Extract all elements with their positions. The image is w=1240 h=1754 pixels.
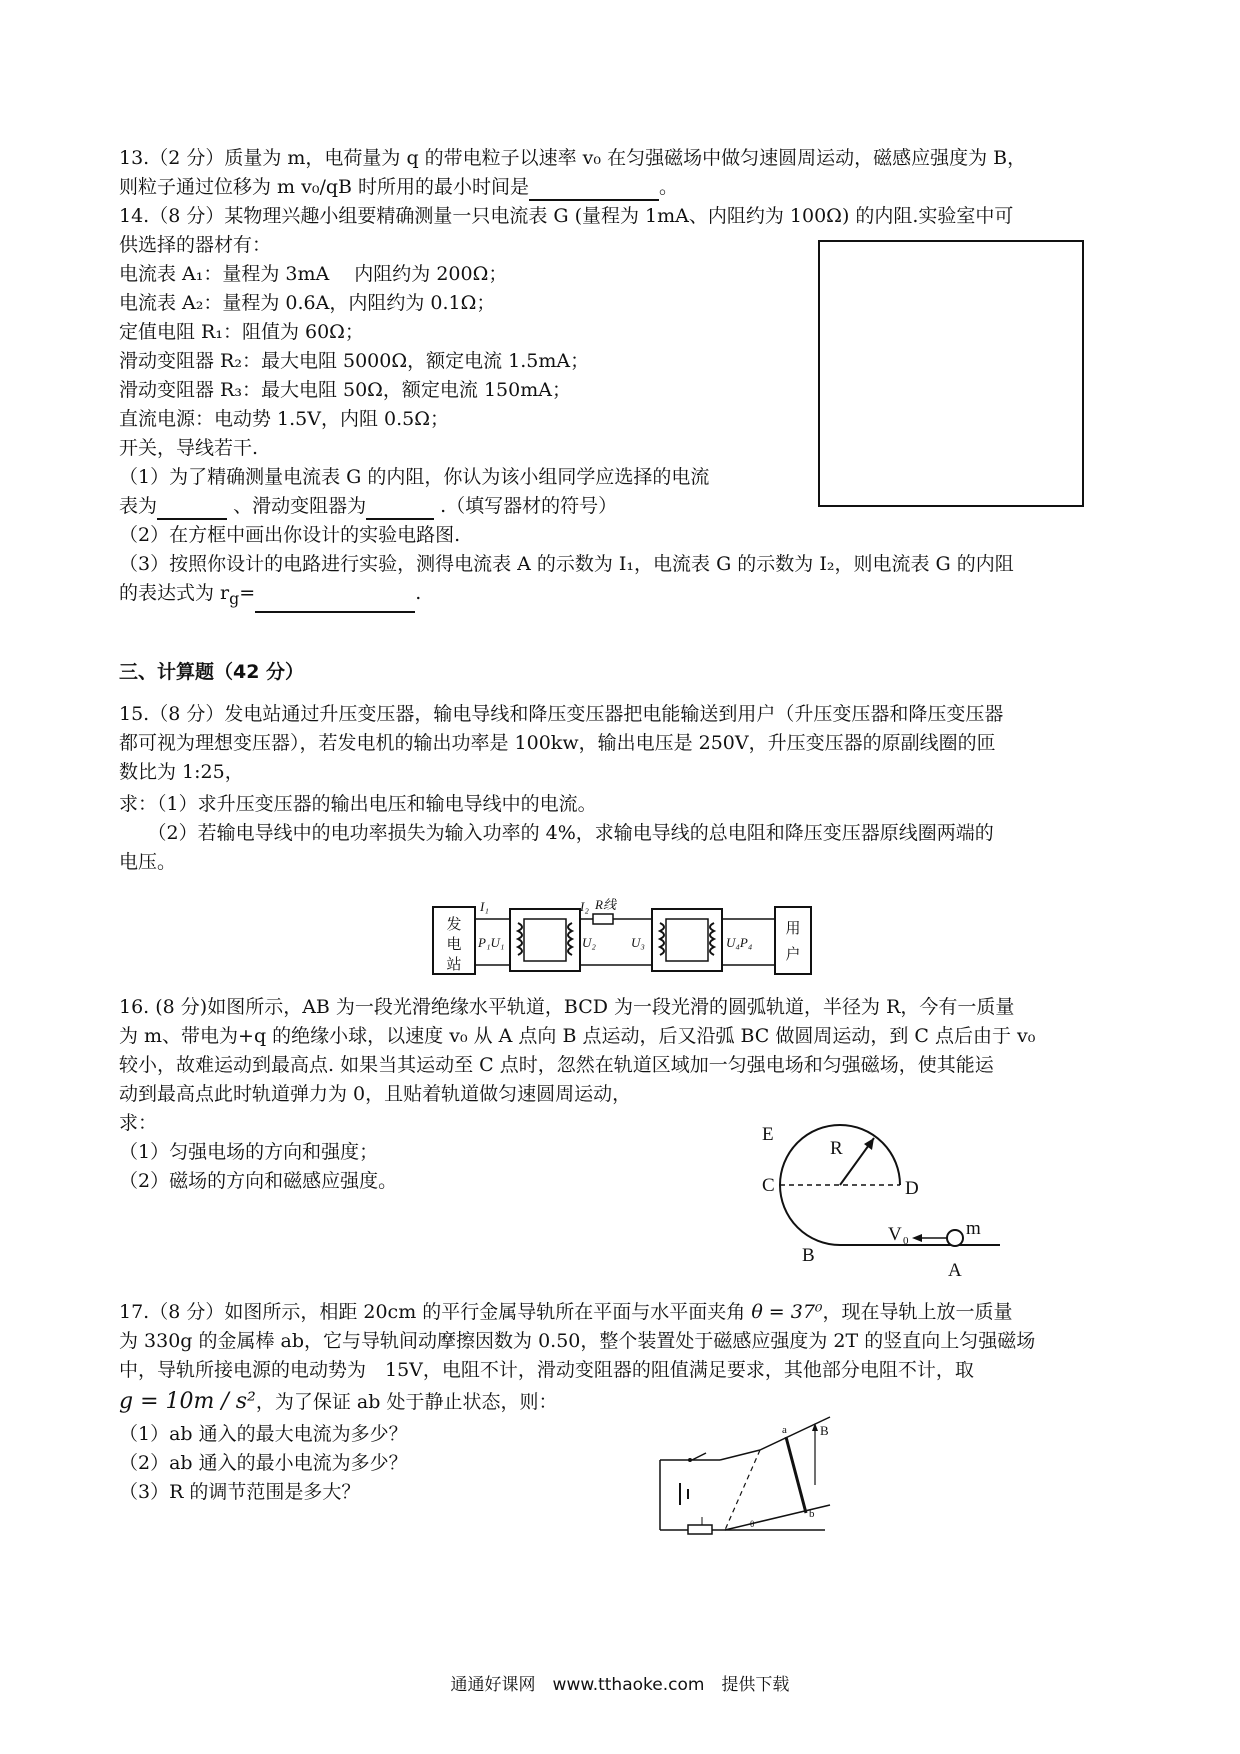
q14-text: 、滑动变阻器为 (233, 495, 367, 517)
q17-line6: （2）ab 通入的最小电流为多少？ (119, 1452, 408, 1474)
angle-theta-label: θ (750, 1519, 755, 1529)
velocity-label: V (888, 1224, 902, 1245)
q13-text: 则粒子通过位移为 m v₀/qB 时所用的最小时间是 (119, 176, 530, 198)
station-char-2: 电 (446, 937, 462, 953)
inclined-rail-diagram (640, 1405, 840, 1555)
q17-line5: （1）ab 通入的最大电流为多少？ (119, 1423, 408, 1445)
q14-line1: 14.（8 分）某物理兴趣小组要精确测量一只电流表 G (量程为 1mA、内阻约为 100Ω) 的内阻.实验室中可 (119, 205, 1014, 227)
station-char-1: 发 (446, 917, 462, 933)
q14-part1-line2 (119, 492, 617, 520)
point-e-label: E (762, 1124, 774, 1145)
q17-line7: （3）R 的调节范围是多大？ (119, 1481, 361, 1503)
velocity-sub: 0 (903, 1235, 909, 1247)
label-i1: I₁ (480, 899, 489, 914)
power-transmission-diagram (430, 895, 820, 980)
user-char-1: 用 (785, 921, 801, 937)
user-char-2: 户 (785, 947, 801, 963)
q17-text: ，为了保证 ab 处于静止状态，则： (255, 1391, 558, 1413)
q14-ammeter-blank[interactable] (157, 498, 227, 520)
page-footer: 通通好课网 www.tthaoke.com 提供下载 (450, 1675, 790, 1695)
rod-b-label: b (809, 1508, 815, 1520)
q14-text: = (239, 582, 256, 604)
label-u2: U₂ (582, 935, 596, 950)
q13-line1: 13.（2 分）质量为 m，电荷量为 q 的带电粒子以速率 v₀ 在匀强磁场中做匀速圆周运动，磁感应强度为 B， (119, 147, 1027, 169)
q13-answer-blank[interactable] (529, 179, 659, 201)
q14-part3-line2 (119, 579, 421, 613)
mass-m-label: m (966, 1218, 981, 1239)
q16-line1: 16. (8 分)如图所示，AB 为一段光滑绝缘水平轨道，BCD 为一段光滑的圆弧轨道，半径为 R，今有一质量 (119, 996, 1015, 1018)
q14-item-r3: 滑动变阻器 R₃：最大电阻 50Ω，额定电流 150mA； (119, 379, 571, 401)
q17-line3: 中，导轨所接电源的电动势为 15V，电阻不计，滑动变阻器的阻值满足要求，其他部分电阻不计，取 (119, 1359, 974, 1381)
label-u3: U₃ (631, 935, 645, 950)
q14-item-a2: 电流表 A₂：量程为 0.6A，内阻约为 0.1Ω； (119, 292, 496, 314)
q17-g: g = 10m / s² (119, 1389, 256, 1414)
q17-line1 (119, 1298, 1013, 1326)
q14-part3-line1: （3）按照你设计的电路进行实验，测得电流表 A 的示数为 I₁，电流表 G 的示数为 I₂，则电流表 G 的内阻 (119, 553, 1014, 575)
label-r-line: R线 (595, 897, 616, 912)
q15-line1: 15.（8 分）发电站通过升压变压器，输电导线和降压变压器把电能输送到用户（升压变压器和降压变压器 (119, 703, 1004, 725)
q16-line5: 求： (119, 1112, 158, 1134)
q17-text: 17.（8 分）如图所示，相距 20cm 的平行金属导轨所在平面与水平面夹角 (119, 1301, 746, 1323)
section-heading: 三、计算题（42 分） (119, 661, 305, 683)
q14-line2: 供选择的器材有： (119, 234, 272, 256)
label-p1u1: P₁U₁ (478, 935, 505, 950)
label-i2: I₂ (580, 899, 589, 914)
circuit-drawing-box[interactable] (818, 240, 1084, 507)
circular-track-diagram (740, 1110, 1010, 1285)
point-c-label: C (762, 1175, 775, 1196)
point-b-label: B (802, 1245, 815, 1266)
rod-a-label: a (782, 1424, 787, 1436)
q14-expression-blank[interactable] (255, 591, 415, 613)
q13-end: 。 (659, 176, 679, 198)
q14-item-r1: 定值电阻 R₁：阻值为 60Ω； (119, 321, 364, 343)
q15-line5: （2）若输电导线中的电功率损失为输入功率的 4%，求输电导线的总电阻和降压变压器原线圈两端的 (119, 822, 994, 844)
q16-line6: （1）匀强电场的方向和强度； (119, 1141, 379, 1163)
q14-item-switch: 开关，导线若干. (119, 437, 259, 459)
q14-part2: （2）在方框中画出你设计的实验电路图. (119, 524, 461, 546)
q14-text: 的表达式为 r (119, 582, 230, 604)
field-b-label: B (820, 1423, 829, 1438)
q17-theta: θ = 37⁰ (751, 1301, 823, 1323)
label-u4p4: U₄P₄ (726, 935, 753, 950)
q16-line7: （2）磁场的方向和磁感应强度。 (119, 1170, 398, 1192)
q13-line2 (119, 173, 678, 201)
q14-text: .（填写器材的符号） (440, 495, 618, 517)
q14-item-r2: 滑动变阻器 R₂：最大电阻 5000Ω，额定电流 1.5mA； (119, 350, 590, 372)
q15-line3: 数比为 1:25， (119, 761, 244, 783)
q14-sub: g (229, 588, 240, 608)
point-d-label: D (905, 1178, 919, 1199)
q16-line3: 较小，故难运动到最高点. 如果当其运动至 C 点时，忽然在轨道区域加一匀强电场和匀强磁场，使其能运 (119, 1054, 994, 1076)
q14-text: . (415, 582, 422, 604)
q15-line6: 电压。 (119, 851, 177, 873)
q16-line2: 为 m、带电为+q 的绝缘小球，以速度 v₀ 从 A 点向 B 点运动，后又沿弧 BC 做圆周运动，到 C 点后由于 v₀ (119, 1025, 1036, 1047)
q15-line2: 都可视为理想变压器），若发电机的输出功率是 100kw，输出电压是 250V，升压变压器的原副线圈的匝 (119, 732, 996, 754)
q14-item-a1: 电流表 A₁：量程为 3mA 内阻约为 200Ω； (119, 263, 508, 285)
q17-text: ，现在导轨上放一质量 (822, 1301, 1013, 1323)
q14-text: 表为 (119, 495, 158, 517)
q14-part1-line1: （1）为了精确测量电流表 G 的内阻，你认为该小组同学应选择的电流 (119, 466, 710, 488)
q17-line4 (119, 1388, 557, 1416)
q17-line2: 为 330g 的金属棒 ab，它与导轨间动摩擦因数为 0.50，整个装置处于磁感应强度为 2T 的竖直向上匀强磁场 (119, 1330, 1036, 1352)
station-char-3: 站 (446, 957, 462, 973)
q14-rheostat-blank[interactable] (366, 498, 434, 520)
point-a-label: A (948, 1260, 962, 1281)
q15-line4: 求：（1）求升压变压器的输出电压和输电导线中的电流。 (119, 793, 597, 815)
radius-r-label: R (830, 1138, 843, 1159)
q14-item-source: 直流电源：电动势 1.5V，内阻 0.5Ω； (119, 408, 449, 430)
q16-line4: 动到最高点此时轨道弹力为 0，且贴着轨道做匀速圆周运动， (119, 1083, 632, 1105)
